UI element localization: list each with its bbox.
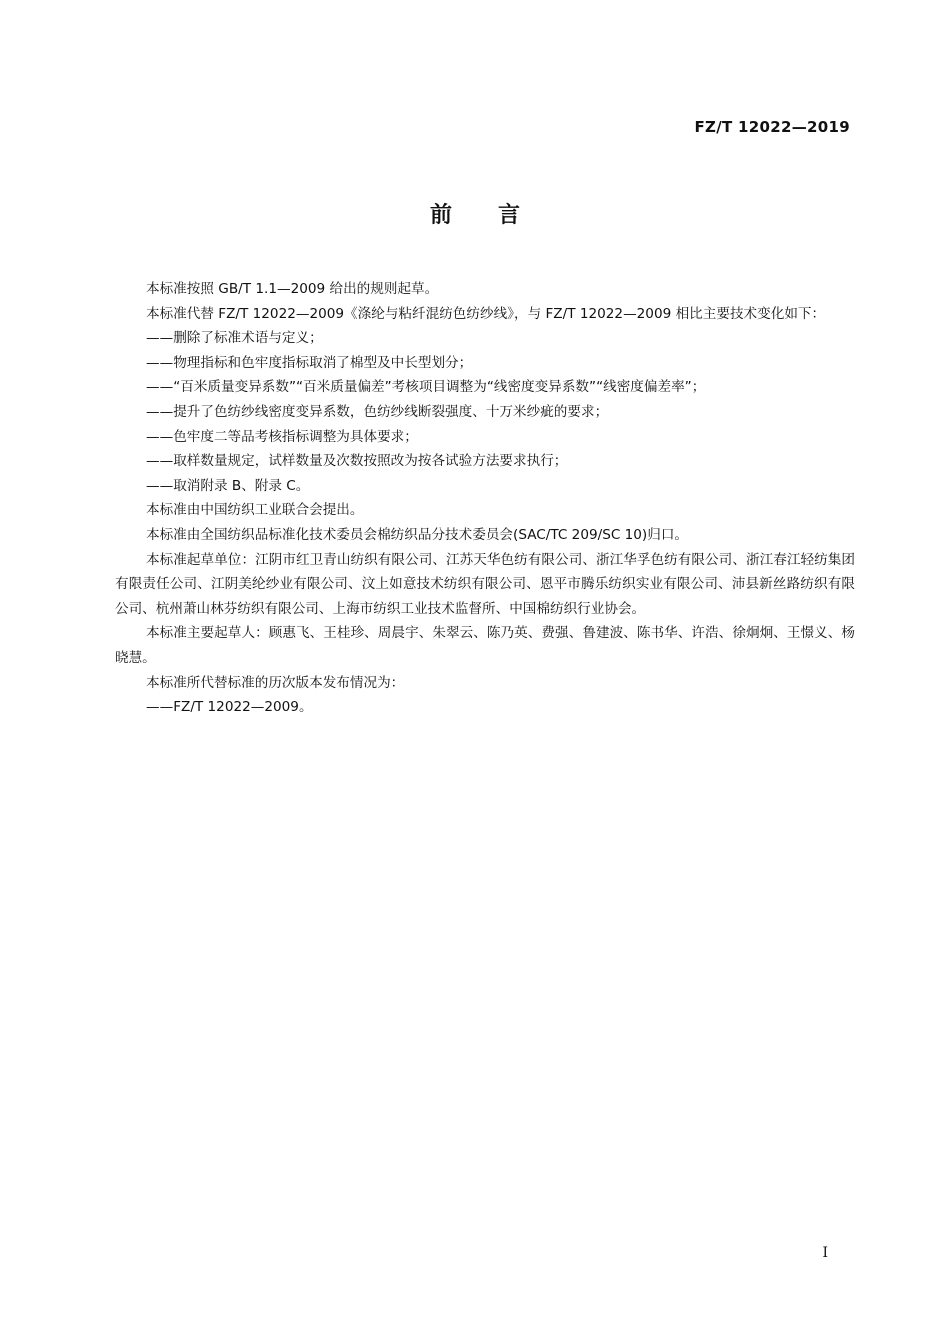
paragraph-drafters: 本标准主要起草人：顾惠飞、王桂珍、周晨宇、朱翠云、陈乃英、费强、鲁建波、陈书华、许浩、徐炯炯、王憬义、杨晓慧。 — [115, 625, 855, 666]
paragraph-history: 本标准所代替标准的历次版本发布情况为： — [146, 674, 405, 691]
list-item: ——色牢度二等品考核指标调整为具体要求； — [146, 428, 418, 445]
list-item: ——FZ/T 12022—2009。 — [146, 699, 313, 716]
list-item: ——物理指标和色牢度指标取消了棉型及中长型划分； — [146, 354, 473, 371]
list-item: ——“百米质量变异系数”“百米质量偏差”考核项目调整为“线密度变异系数”“线密度偏差率”； — [146, 379, 706, 396]
foreword-body — [115, 277, 855, 720]
list-item: ——取样数量规定，试样数量及次数按照改为按各试验方法要求执行； — [146, 453, 568, 470]
paragraph-replacement: 本标准代替 FZ/T 12022—2009《涤纶与粘纤混纺色纺纱线》，与 FZ/T 12022—2009 相比主要技术变化如下： — [146, 305, 826, 322]
paragraph-technical-committee: 本标准由全国纺织品标准化技术委员会棉纺织品分技术委员会(SAC/TC 209/SC 10)归口。 — [146, 526, 689, 543]
list-item: ——取消附录 B、附录 C。 — [146, 477, 310, 494]
paragraph-proposer: 本标准由中国纺织工业联合会提出。 — [146, 502, 364, 519]
document-code: FZ/T 12022—2019 — [694, 118, 850, 136]
page-title: 前言 — [429, 203, 566, 228]
list-item: ——删除了标准术语与定义； — [146, 330, 323, 347]
paragraph-drafting-units: 本标准起草单位：江阴市红卫青山纺织有限公司、江苏天华色纺有限公司、浙江华孚色纺有限公司、浙江春江轻纺集团有限责任公司、江阴美纶纱业有限公司、汶上如意技术纺织有限公司、恩平市腾乐纺织实业有限公司、沛县新丝路纺织有限公司、杭州萧山林芬纺织有限公司、上海市纺织工业技术监督所、中国棉纺织行业协会。 — [115, 551, 855, 617]
history-list — [115, 695, 855, 720]
changes-list — [115, 326, 855, 498]
paragraph-drafting-rules: 本标准按照 GB/T 1.1—2009 给出的规则起草。 — [146, 281, 439, 297]
page-number: I — [822, 1245, 828, 1261]
list-item: ——提升了色纺纱线密度变异系数，色纺纱线断裂强度、十万米纱疵的要求； — [146, 403, 609, 420]
